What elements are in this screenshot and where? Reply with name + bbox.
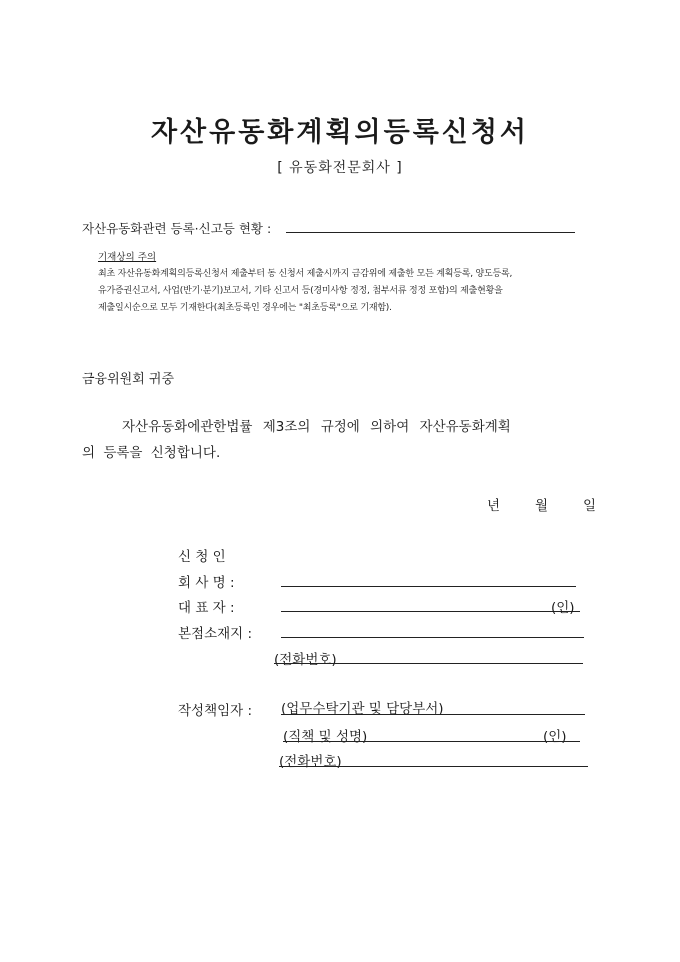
notice-line: 최초 자산유동화계획의등록신청서 제출부터 동 신청서 제출시까지 금감위에 제출한 모든 계획등록, 양도등록, xyxy=(98,269,513,279)
page-title: 자산유동화계획의등록신청서 xyxy=(150,117,530,148)
head-office-field[interactable] xyxy=(281,637,584,638)
body-text-line-2: 의 등록을 신청합니다. xyxy=(82,445,221,461)
preparer-title-name-label: (직책 및 성명) xyxy=(283,729,368,745)
preparer-seal: (인) xyxy=(543,729,567,745)
status-label: 자산유동화관련 등록·신고등 현황 : xyxy=(82,221,272,236)
representative-seal: (인) xyxy=(551,600,575,616)
representative-label: 대 표 자 : xyxy=(178,600,235,616)
representative-field[interactable] xyxy=(281,611,580,612)
applicant-phone-field[interactable] xyxy=(274,663,583,664)
body-text-line-1: 자산유동화에관한법률 제3조의 규정에 의하여 자산유동화계획 xyxy=(122,419,511,435)
company-name-field[interactable] xyxy=(281,586,576,587)
date-day: 일 xyxy=(583,498,597,514)
preparer-phone-label: (전화번호) xyxy=(279,754,342,770)
company-name-label: 회 사 명 : xyxy=(178,575,235,591)
preparer-phone-field[interactable] xyxy=(279,766,588,767)
notice-heading: 기재상의 주의 xyxy=(98,252,157,263)
head-office-label: 본점소재지 : xyxy=(178,626,253,642)
preparer-title-name-field[interactable] xyxy=(283,741,580,742)
applicant-phone-label: (전화번호) xyxy=(274,652,337,668)
page-subtitle: [ 유동화전문회사 ] xyxy=(277,160,403,176)
preparer-label: 작성책임자 : xyxy=(178,703,253,719)
date-year: 년 xyxy=(487,498,501,514)
applicant-heading: 신 청 인 xyxy=(178,549,226,565)
preparer-dept-field[interactable] xyxy=(281,714,585,715)
addressee: 금융위원회 귀중 xyxy=(82,372,175,387)
preparer-dept-label: (업무수탁기관 및 담당부서) xyxy=(281,701,444,717)
notice-line: 제출일시순으로 모두 기재한다(최초등록인 경우에는 "최초등록"으로 기재함). xyxy=(98,303,392,313)
date-month: 월 xyxy=(535,498,549,514)
notice-line: 유가증권신고서, 사업(반기·분기)보고서, 기타 신고서 등(경미사항 정정, 첨부서류 정정 포함)의 제출현황을 xyxy=(98,286,503,296)
status-underline xyxy=(286,232,575,233)
